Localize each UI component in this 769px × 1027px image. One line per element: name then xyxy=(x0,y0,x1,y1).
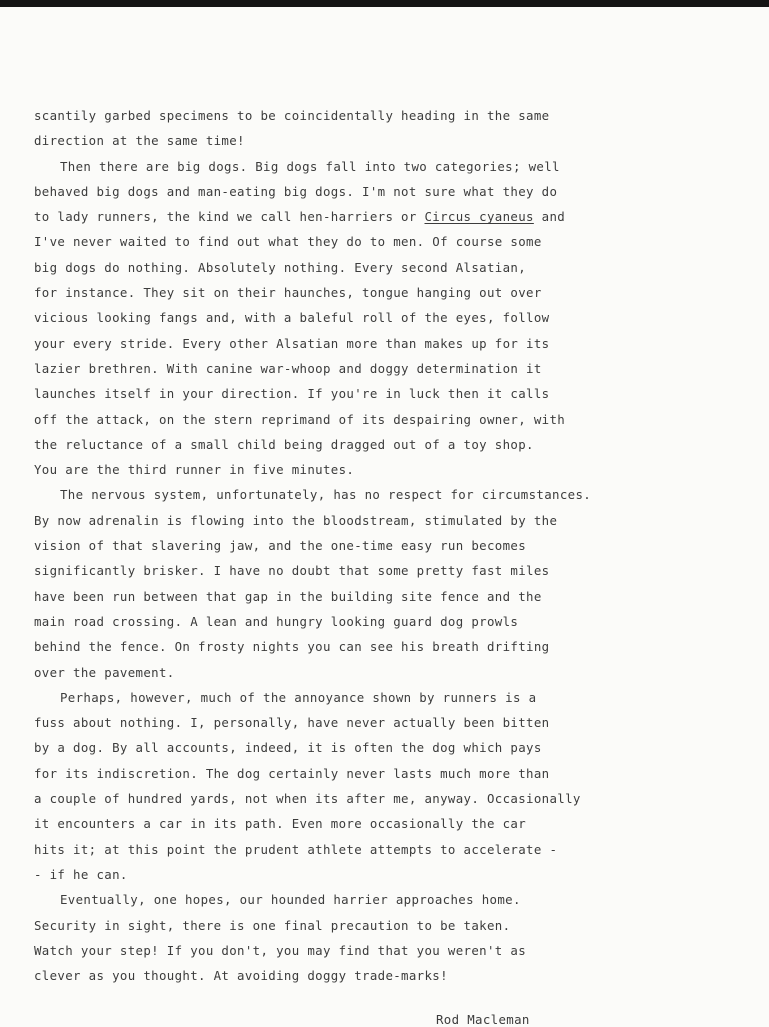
text-line: Eventually, one hopes, our hounded harrier approaches home. xyxy=(60,892,521,908)
text-line: off the attack, on the stern reprimand of its despairing owner, with xyxy=(34,411,566,427)
text-line: launches itself in your direction. If you're in luck then it calls xyxy=(34,386,550,402)
text-line: over the pavement. xyxy=(34,664,175,680)
text-line: behaved big dogs and man-eating big dogs. I'm not sure what they do xyxy=(34,183,558,199)
text-line: have been run between that gap in the building site fence and the xyxy=(34,588,542,604)
typed-page xyxy=(34,103,754,988)
text-segment: and xyxy=(533,209,566,225)
text-line: Security in sight, there is one final precaution to be taken. xyxy=(34,917,511,933)
text-line: it encounters a car in its path. Even more occasionally the car xyxy=(34,816,527,832)
author-signature: Rod Macleman xyxy=(436,1012,530,1027)
text-line: Then there are big dogs. Big dogs fall into two categories; well xyxy=(60,158,560,174)
scan-top-edge xyxy=(0,0,769,7)
text-line: scantily garbed specimens to be coincidentally heading in the same xyxy=(34,108,550,123)
text-line: by a dog. By all accounts, indeed, it is often the dog which pays xyxy=(34,740,542,756)
text-line: By now adrenalin is flowing into the bloodstream, stimulated by the xyxy=(34,512,558,528)
text-line: your every stride. Every other Alsatian more than makes up for its xyxy=(34,335,550,351)
text-line: vicious looking fangs and, with a baleful roll of the eyes, follow xyxy=(34,310,550,326)
text-line: big dogs do nothing. Absolutely nothing. Every second Alsatian, xyxy=(34,259,527,275)
text-line: main road crossing. A lean and hungry looking guard dog prowls xyxy=(34,613,519,629)
text-line: the reluctance of a small child being dragged out of a toy shop. xyxy=(34,436,534,452)
text-line: - if he can. xyxy=(34,866,128,882)
text-line: You are the third runner in five minutes. xyxy=(34,462,355,478)
text-line: lazier brethren. With canine war-whoop and doggy determination it xyxy=(34,360,542,376)
text-line: behind the fence. On frosty nights you can see his breath drifting xyxy=(34,639,550,655)
text-line: direction at the same time! xyxy=(34,133,245,149)
text-line: Perhaps, however, much of the annoyance shown by runners is a xyxy=(60,689,537,705)
text-line: clever as you thought. At avoiding doggy trade-marks! xyxy=(34,968,448,984)
text-line: I've never waited to find out what they do to men. Of course some xyxy=(34,234,542,250)
text-line: significantly brisker. I have no doubt that some pretty fast miles xyxy=(34,563,550,579)
text-line: The nervous system, unfortunately, has no respect for circumstances. xyxy=(60,487,592,503)
text-line: for its indiscretion. The dog certainly never lasts much more than xyxy=(34,765,550,781)
text-line: fuss about nothing. I, personally, have never actually been bitten xyxy=(34,715,550,731)
text-segment: to lady runners, the kind we call hen-harriers or xyxy=(34,209,425,225)
text-line xyxy=(34,204,754,229)
text-line: vision of that slavering jaw, and the one-time easy run becomes xyxy=(34,538,527,554)
text-line: hits it; at this point the prudent athlete attempts to accelerate - xyxy=(34,841,558,857)
underlined-latin-name: Circus cyaneus xyxy=(424,209,534,225)
text-line: Watch your step! If you don't, you may find that you weren't as xyxy=(34,942,527,958)
text-line: a couple of hundred yards, not when its after me, anyway. Occasionally xyxy=(34,791,581,807)
text-line: for instance. They sit on their haunches, tongue hanging out over xyxy=(34,285,542,301)
